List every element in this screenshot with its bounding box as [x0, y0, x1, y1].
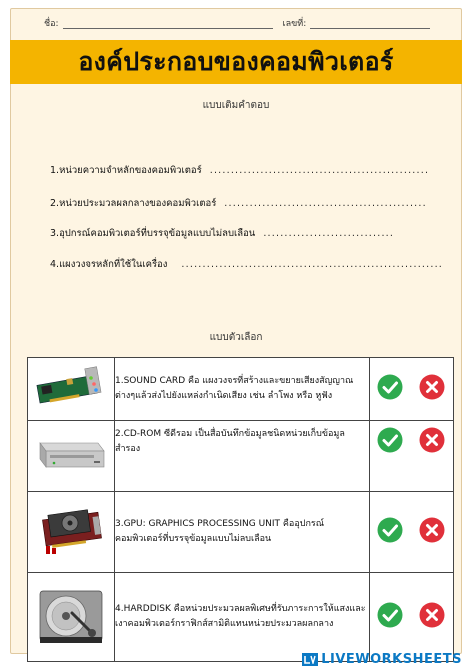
choices-table	[27, 357, 454, 662]
answer-marks	[369, 421, 453, 492]
page-title: องค์ประกอบของคอมพิวเตอร์	[78, 47, 394, 76]
table-row	[28, 492, 454, 573]
question-1	[50, 163, 429, 178]
fill-section-heading: แบบเติมคำตอบ	[202, 100, 270, 111]
question-2	[50, 196, 427, 211]
check-icon[interactable]	[377, 427, 403, 457]
table-row	[28, 573, 454, 662]
choice-text: 4.HARDDISK คือหน่วยประมวลผลพิเศษที่รับภาระการให้แสงและเงาคอมพิวเตอร์กราฟิกส์สามิติแทนหน่วยประมวลผลกลาง	[115, 573, 370, 662]
cross-icon[interactable]	[419, 602, 445, 632]
name-label: ชื่อ:	[44, 19, 59, 29]
cross-icon[interactable]	[419, 427, 445, 457]
answer-marks	[369, 492, 453, 573]
cross-icon[interactable]	[419, 374, 445, 404]
answer-marks	[369, 358, 453, 421]
choice-text: 2.CD-ROM ซีดีรอม เป็นสื่อบันทึกข้อมูลชนิดหน่วยเก็บข้อมูลสำรอง	[115, 421, 370, 492]
question-text: 2.หน่วยประมวลผลกลางของคอมพิวเตอร์	[50, 198, 217, 209]
graphics-card-image	[28, 492, 115, 573]
cross-icon[interactable]	[419, 517, 445, 547]
hard-disk-image	[28, 573, 115, 662]
check-icon[interactable]	[377, 602, 403, 632]
answer-blank[interactable]: ..............................................................	[181, 259, 444, 270]
number-field[interactable]	[310, 18, 430, 29]
table-row	[28, 421, 454, 492]
choice-text: 3.GPU: GRAPHICS PROCESSING UNIT คืออุปกรณ์คอมพิวเตอร์ที่บรรจุข้อมูลแบบไม่ลบเลือน	[115, 492, 370, 573]
answer-blank[interactable]: ....................................................	[209, 165, 430, 176]
number-label: เลขที่:	[282, 19, 307, 29]
cd-rom-drive-image	[28, 421, 115, 492]
question-text: 1.หน่วยความจำหลักของคอมพิวเตอร์	[50, 165, 202, 176]
check-icon[interactable]	[377, 374, 403, 404]
name-field[interactable]	[63, 18, 273, 29]
name-number-bar	[10, 8, 462, 38]
choice-section-heading: แบบตัวเลือก	[209, 332, 263, 343]
check-icon[interactable]	[377, 517, 403, 547]
question-4	[50, 257, 443, 272]
liveworksheets-logo	[302, 652, 462, 667]
question-3	[50, 226, 394, 241]
answer-blank[interactable]: ................................................	[224, 198, 427, 209]
answer-marks	[369, 573, 453, 662]
choice-text: 1.SOUND CARD คือ แผงวงจรที่สร้างและขยายเสียงสัญญาณต่างๆแล้วส่งไปยังแหล่งกำเนิดเสียง เช่น ลำโพง หรือ หูฟัง	[115, 358, 370, 421]
question-text: 4.แผงวงจรหลักที่ใช้ในเครื่อง	[50, 259, 168, 270]
sound-card-image	[28, 358, 115, 421]
title-band	[10, 40, 462, 84]
liveworksheets-icon	[302, 653, 318, 666]
question-text: 3.อุปกรณ์คอมพิวเตอร์ที่บรรจุข้อมูลแบบไม่ลบเลือน	[50, 228, 256, 239]
table-row	[28, 358, 454, 421]
brand-text: LIVEWORKSHEETS	[321, 652, 462, 667]
answer-blank[interactable]: ...............................	[263, 228, 395, 239]
